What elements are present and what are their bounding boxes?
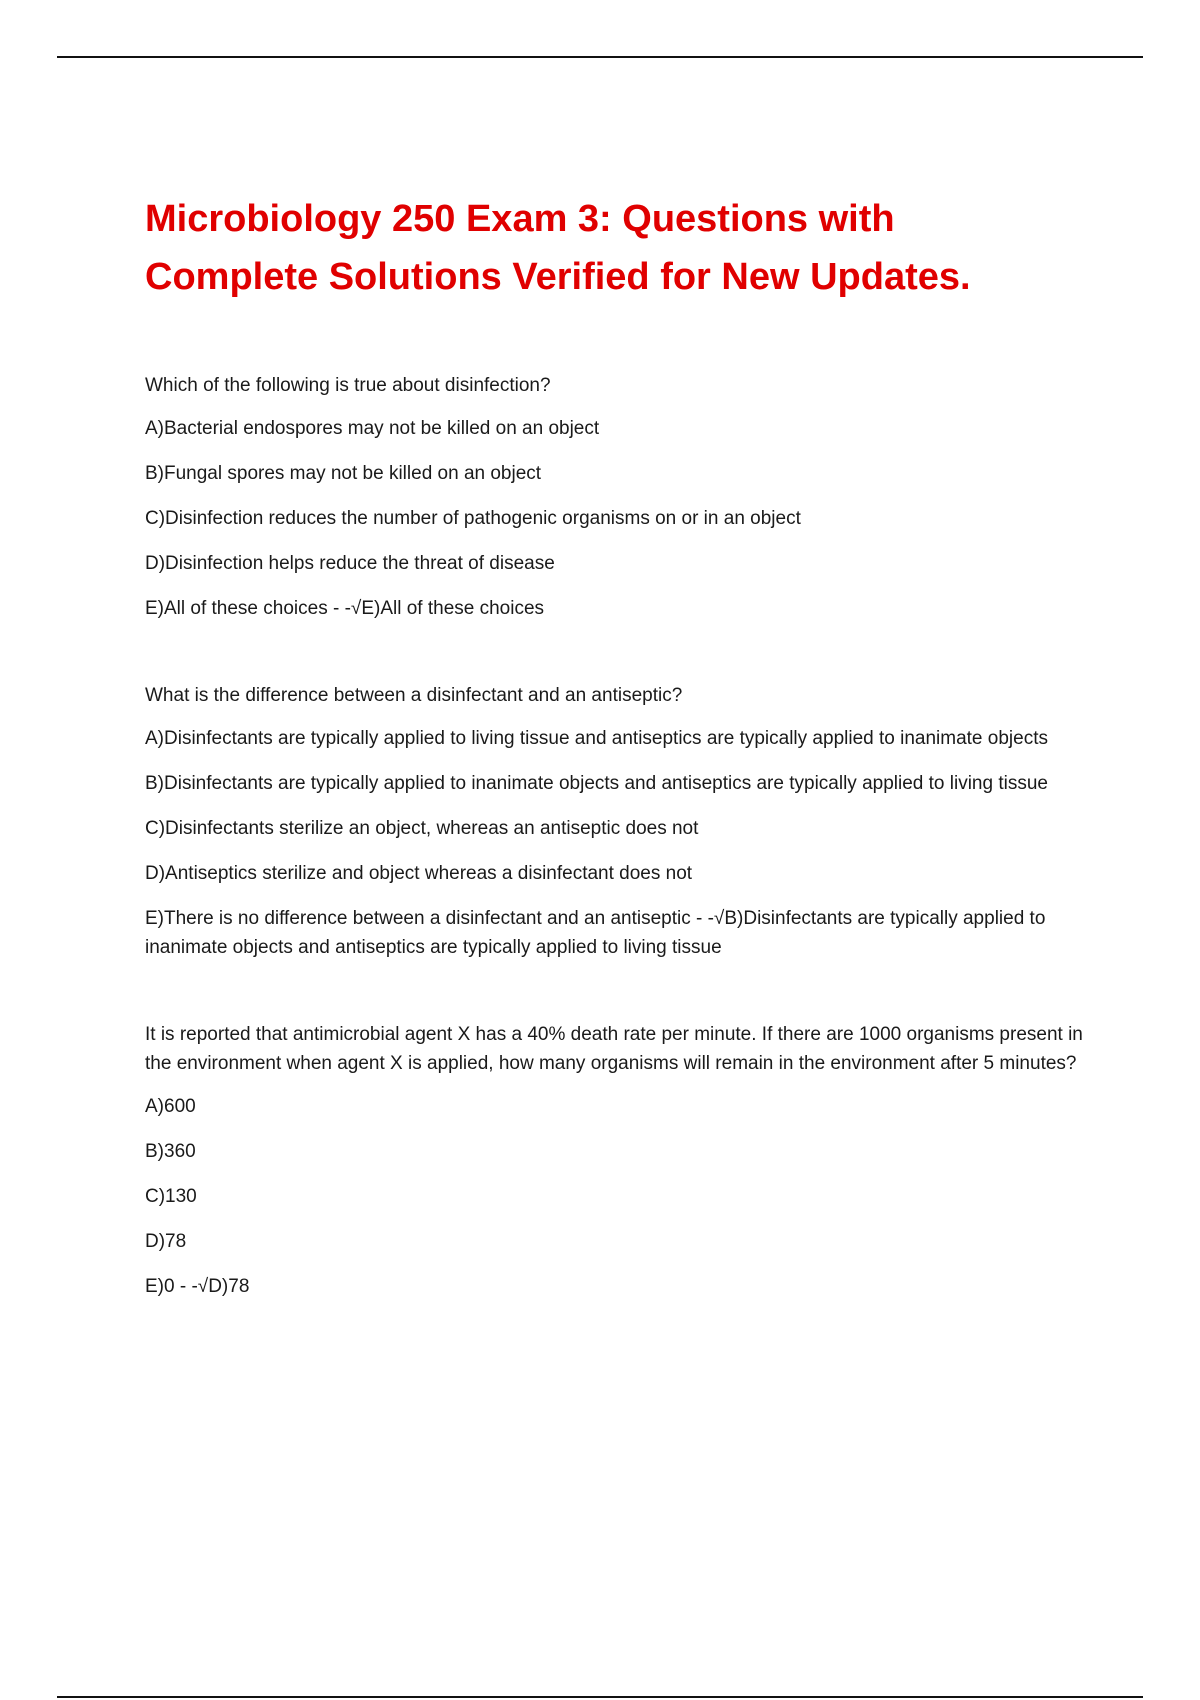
question-text: What is the difference between a disinfectant and an antiseptic? [145, 685, 683, 706]
title-line: Complete Solutions Verified for New Updates. [145, 256, 971, 298]
answer-option-with-solution: E)0 - -√D)78 [145, 1276, 250, 1297]
question-1 [145, 371, 1095, 623]
answer-option: A)600 [145, 1096, 196, 1117]
answer-option: B)Fungal spores may not be killed on an object [145, 463, 542, 484]
question-text: Which of the following is true about disinfection? [145, 375, 551, 396]
question-text: It is reported that antimicrobial agent X has a 40% death rate per minute. If there are 1000 organisms present in the environment when agent X is applied, how many organisms will remain in the environment after 5 minutes? [145, 1024, 1083, 1074]
header-rule [57, 56, 1143, 58]
answer-option-with-solution: E)There is no difference between a disinfectant and an antiseptic - -√B)Disinfectants are typically applied to inanimate objects and antiseptics are typically applied to living tissue [145, 908, 1046, 958]
question-2 [145, 681, 1095, 962]
answer-option-with-solution: E)All of these choices - -√E)All of these choices [145, 598, 545, 619]
answer-option: C)Disinfectants sterilize an object, whereas an antiseptic does not [145, 818, 699, 839]
answer-option: D)Antiseptics sterilize and object whereas a disinfectant does not [145, 863, 693, 884]
title-line: Microbiology 250 Exam 3: Questions with [145, 198, 895, 240]
answer-option: B)360 [145, 1141, 196, 1162]
document-title [145, 190, 1095, 306]
answer-option: A)Bacterial endospores may not be killed on an object [145, 418, 600, 439]
answer-option: B)Disinfectants are typically applied to inanimate objects and antiseptics are typically applied to living tissue [145, 773, 1048, 794]
answer-option: C)Disinfection reduces the number of pathogenic organisms on or in an object [145, 508, 801, 529]
answer-option: D)Disinfection helps reduce the threat of disease [145, 553, 555, 574]
question-3 [145, 1020, 1095, 1301]
footer-rule [57, 1696, 1143, 1698]
answer-option: A)Disinfectants are typically applied to living tissue and antiseptics are typically applied to inanimate objects [145, 728, 1048, 749]
answer-option: D)78 [145, 1231, 187, 1252]
document-page [145, 190, 1095, 1317]
answer-option: C)130 [145, 1186, 197, 1207]
